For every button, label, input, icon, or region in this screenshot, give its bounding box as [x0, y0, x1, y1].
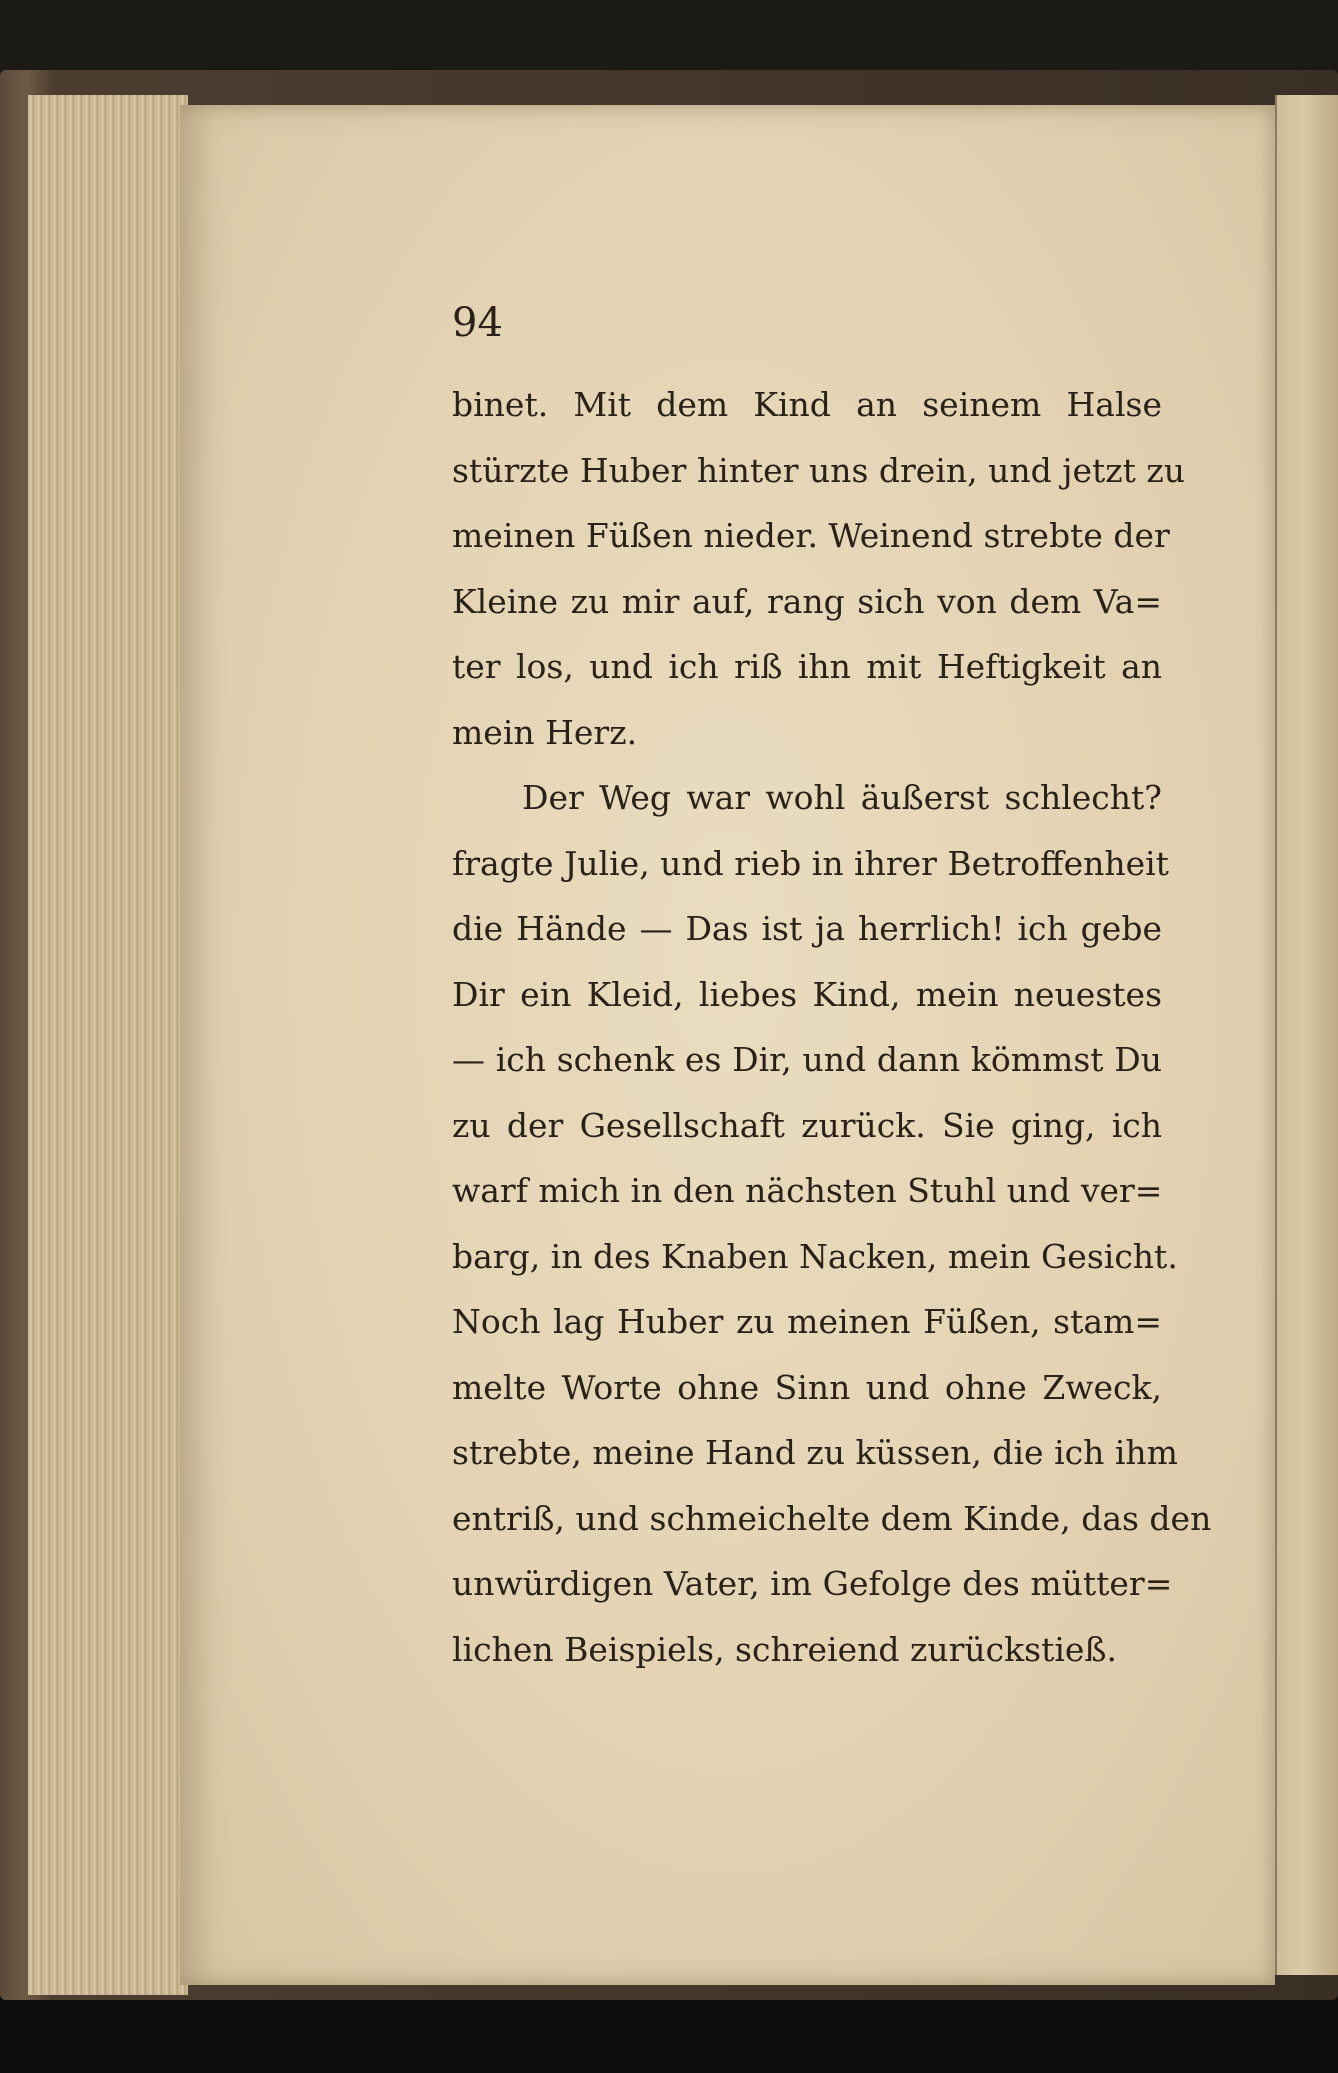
- text-line: Der Weg war wohl äußerst schlecht?: [522, 778, 1162, 817]
- text-line: melte Worte ohne Sinn und ohne Zweck,: [452, 1367, 1162, 1407]
- text-line: Noch lag Huber zu meinen Füßen, stam=: [452, 1302, 1162, 1341]
- text-line: lichen Beispiels, schreiend zurückstieß.: [452, 1629, 1117, 1669]
- text-line: zu der Gesellschaft zurück. Sie ging, ich: [452, 1105, 1162, 1145]
- text-line: fragte Julie, und rieb in ihrer Betroffenheit: [452, 843, 1169, 883]
- text-line: unwürdigen Vater, im Gefolge des mütter=: [452, 1564, 1173, 1603]
- text-line: Kleine zu mir auf, rang sich von dem Va=: [452, 581, 1162, 621]
- text-line: — ich schenk es Dir, und dann kömmst Du: [452, 1040, 1162, 1079]
- text-line: stürzte Huber hinter uns drein, und jetzt zu: [452, 450, 1186, 490]
- text-line: barg, in des Knaben Nacken, mein Gesicht.: [452, 1236, 1178, 1276]
- text-line: warf mich in den nächsten Stuhl und ver=: [452, 1171, 1163, 1210]
- text-line: meinen Füßen nieder. Weinend strebte der: [452, 516, 1170, 555]
- text-line: die Hände — Das ist ja herrlich! ich gebe: [452, 909, 1162, 948]
- page-edge-right: [1275, 95, 1338, 1975]
- text-line: entriß, und schmeichelte dem Kinde, das den: [452, 1498, 1212, 1538]
- page-edges-left: [28, 95, 188, 1995]
- text-line: ter los, und ich riß ihn mit Heftigkeit an: [452, 647, 1162, 686]
- text-line: mein Herz.: [452, 712, 638, 752]
- text-line: binet. Mit dem Kind an seinem Halse: [452, 385, 1162, 424]
- page-text: [452, 372, 1212, 1682]
- text-line: strebte, meine Hand zu küssen, die ich ihm: [452, 1433, 1178, 1472]
- text-line: Dir ein Kleid, liebes Kind, mein neuestes: [452, 974, 1162, 1014]
- page-number: 94: [452, 300, 503, 346]
